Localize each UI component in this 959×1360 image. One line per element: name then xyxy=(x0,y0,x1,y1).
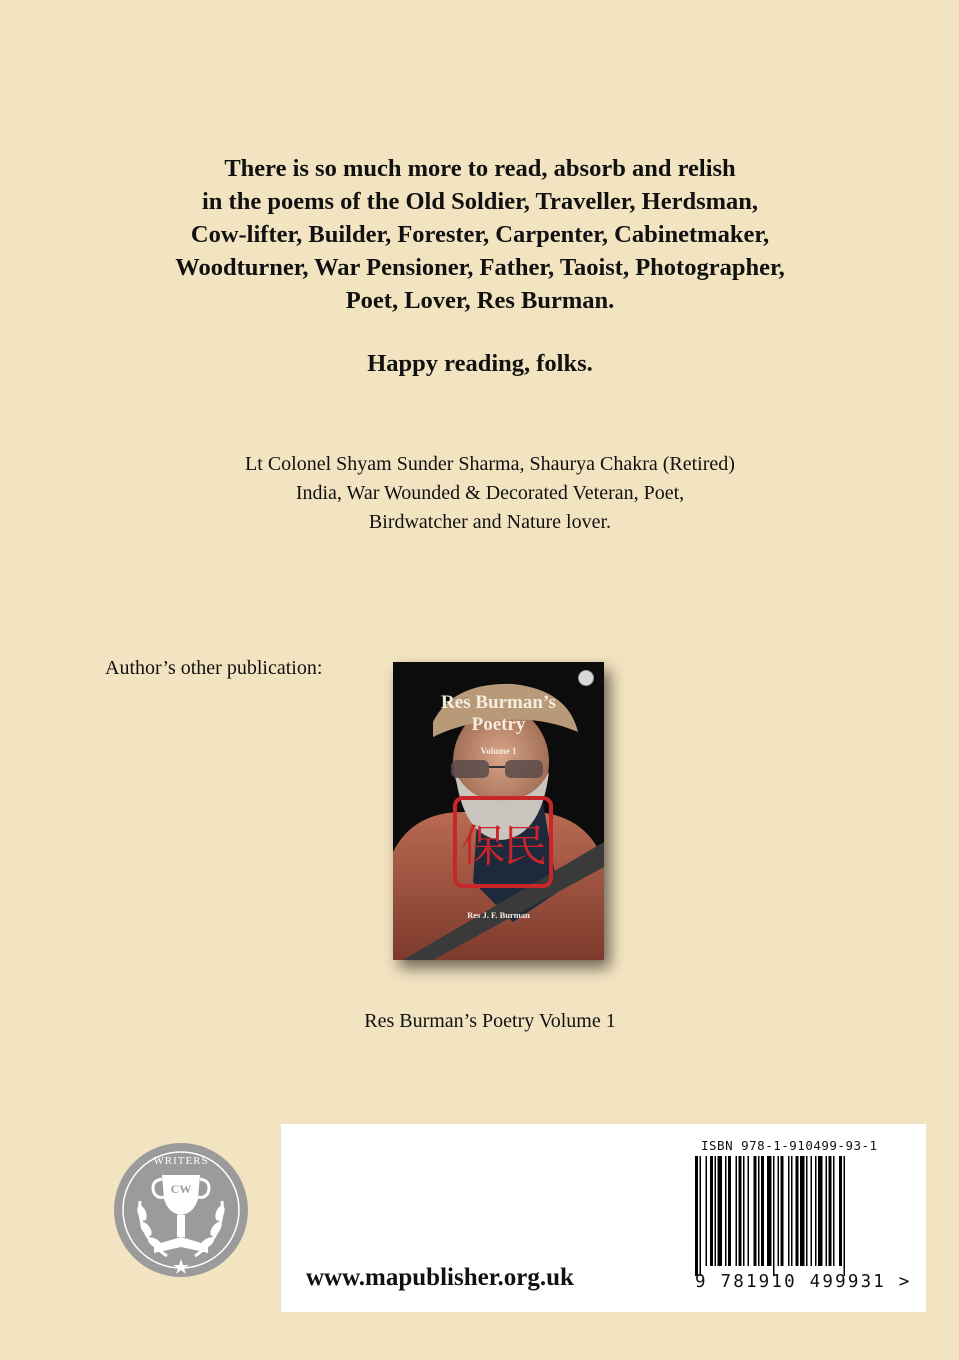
book-caption: Res Burman’s Poetry Volume 1 xyxy=(364,1010,616,1032)
barcode-bar xyxy=(800,1156,805,1266)
closing-line: Happy reading, folks. xyxy=(367,350,593,377)
barcode-bar xyxy=(767,1156,772,1266)
attribution-line: Lt Colonel Shyam Sunder Sharma, Shaurya Chakra (Retired) xyxy=(245,453,735,475)
barcode-bar xyxy=(754,1156,757,1266)
barcode-bar xyxy=(773,1156,775,1276)
barcode-panel xyxy=(281,1124,926,1312)
barcode-bar xyxy=(811,1156,813,1266)
barcode-bar xyxy=(761,1156,764,1266)
barcode-bar xyxy=(739,1156,742,1266)
seal-top-text: WRITERS xyxy=(153,1155,209,1167)
seal-center-text: CW xyxy=(170,1182,192,1196)
barcode-bar xyxy=(839,1156,842,1266)
blurb-line: Woodturner, War Pensioner, Father, Taoist, Photographer, xyxy=(175,254,785,281)
barcode-bar xyxy=(710,1156,713,1266)
barcode-bar xyxy=(778,1156,780,1266)
barcode-bar xyxy=(796,1156,799,1266)
barcode-bar xyxy=(781,1156,784,1266)
barcode-bar xyxy=(706,1156,708,1266)
isbn-label: ISBN 978-1-910499-93-1 xyxy=(701,1138,878,1153)
attribution xyxy=(130,450,850,537)
book-title xyxy=(393,692,604,736)
blurb-paragraph xyxy=(80,152,880,317)
barcode-bar xyxy=(700,1156,702,1276)
barcode-bar xyxy=(806,1156,808,1266)
barcode-bar xyxy=(818,1156,823,1266)
blurb-line: Poet, Lover, Res Burman. xyxy=(345,287,615,314)
book-cover-thumbnail xyxy=(393,662,604,960)
writers-seal-icon xyxy=(112,1141,250,1279)
barcode-bar xyxy=(748,1156,750,1266)
book-volume: Volume 1 xyxy=(480,746,517,756)
book-title-line: Poetry xyxy=(471,714,526,735)
barcode-bar xyxy=(826,1156,828,1266)
book-author: Res J. F. Burman xyxy=(467,910,530,920)
barcode-bar xyxy=(695,1156,698,1276)
attribution-line: India, War Wounded & Decorated Veteran, Poet, xyxy=(295,482,685,504)
barcode-bar xyxy=(844,1156,846,1276)
barcode-bar xyxy=(788,1156,790,1266)
barcode-bar xyxy=(728,1156,731,1266)
barcode-bar xyxy=(829,1156,832,1266)
barcode-bar xyxy=(833,1156,835,1266)
blurb-line: Cow-lifter, Builder, Forester, Carpenter, Cabinetmaker, xyxy=(190,221,770,248)
barcode-digits: 9 781910 499931 > xyxy=(695,1272,912,1292)
barcode-bar xyxy=(718,1156,723,1266)
blurb-line: in the poems of the Old Soldier, Traveller, Herdsman, xyxy=(201,188,759,215)
barcode-bar xyxy=(715,1156,717,1266)
blurb-line: There is so much more to read, absorb and relish xyxy=(224,155,736,182)
publisher-logo-icon xyxy=(578,670,594,686)
barcode-bar xyxy=(743,1156,745,1266)
book-title-line: Res Burman’s xyxy=(441,692,556,713)
other-publication-label: Author’s other publication: xyxy=(105,657,323,679)
barcode-bar xyxy=(815,1156,817,1266)
barcode-bar xyxy=(725,1156,727,1266)
barcode-bar xyxy=(758,1156,760,1266)
attribution-line: Birdwatcher and Nature lover. xyxy=(368,511,612,533)
book-seal-glyphs: 保民 xyxy=(461,821,545,872)
publisher-url: www.mapublisher.org.uk xyxy=(306,1264,574,1291)
barcode-bar xyxy=(736,1156,738,1266)
barcode-icon xyxy=(691,1156,891,1276)
barcode-bar xyxy=(791,1156,793,1266)
